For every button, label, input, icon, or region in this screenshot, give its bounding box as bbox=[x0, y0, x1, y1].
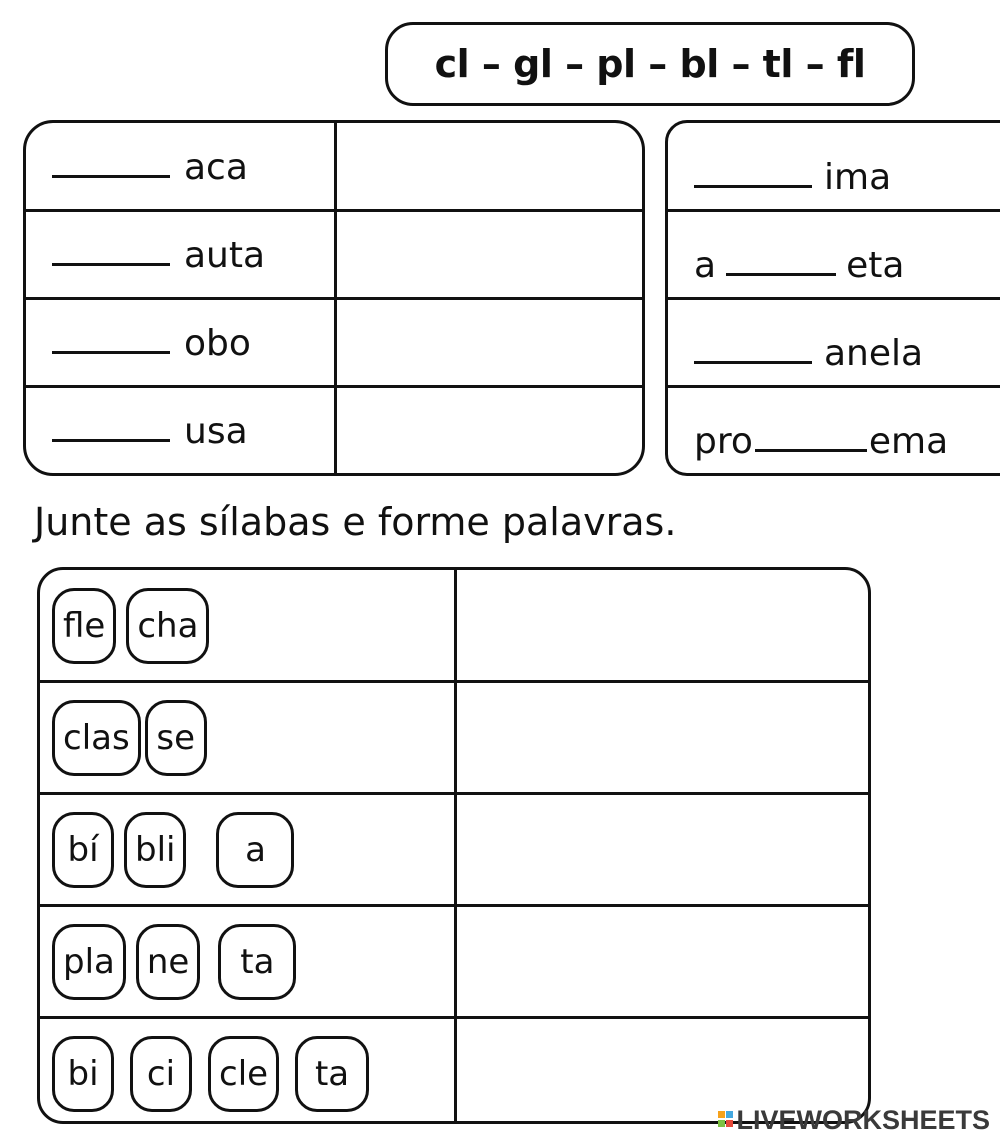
syllable-group bbox=[52, 682, 217, 793]
word-completion bbox=[52, 299, 251, 387]
liveworksheets-watermark bbox=[718, 1104, 990, 1136]
word-ending: obo bbox=[184, 322, 251, 364]
word-completion bbox=[52, 211, 265, 299]
syllable-group bbox=[52, 906, 306, 1017]
blank-line[interactable] bbox=[52, 245, 170, 266]
word-completion bbox=[694, 397, 948, 476]
syllable-chip: fle bbox=[52, 588, 116, 664]
word-ending: auta bbox=[184, 234, 266, 276]
table-row bbox=[26, 299, 642, 387]
liveworksheets-logo-icon bbox=[718, 1109, 734, 1131]
syllable-group bbox=[52, 794, 304, 905]
syllable-chip: bi bbox=[52, 1036, 114, 1112]
word-ending: usa bbox=[184, 410, 248, 452]
table-row bbox=[40, 570, 868, 681]
blank-line[interactable] bbox=[755, 431, 867, 452]
syllable-chip: ta bbox=[218, 924, 296, 1000]
watermark-text: LIVEWORKSHEETS bbox=[736, 1104, 990, 1135]
syllable-group bbox=[52, 570, 219, 681]
answer-cell[interactable] bbox=[457, 570, 871, 680]
syllable-chip: clas bbox=[52, 700, 141, 776]
letter-clusters-text: cl – gl – pl – bl – tl – fl bbox=[434, 42, 866, 86]
word-beginning: a bbox=[694, 244, 717, 286]
blank-line[interactable] bbox=[52, 333, 170, 354]
blank-line[interactable] bbox=[694, 167, 812, 188]
syllable-table bbox=[37, 567, 871, 1124]
word-ending: ima bbox=[824, 156, 892, 198]
syllable-chip: cle bbox=[208, 1036, 279, 1112]
answer-cell[interactable] bbox=[457, 682, 871, 792]
word-ending: aca bbox=[184, 146, 248, 188]
word-completion bbox=[52, 123, 248, 211]
syllable-chip: se bbox=[145, 700, 207, 776]
blank-line[interactable] bbox=[726, 255, 836, 276]
word-completion bbox=[694, 133, 891, 221]
word-completion bbox=[52, 387, 248, 475]
answer-cell[interactable] bbox=[457, 906, 871, 1016]
blank-line[interactable] bbox=[52, 421, 170, 442]
blank-line[interactable] bbox=[694, 343, 812, 364]
syllable-chip: bli bbox=[124, 812, 186, 888]
word-ending: eta bbox=[846, 244, 905, 286]
syllable-chip: ta bbox=[295, 1036, 369, 1112]
syllable-chip: ne bbox=[136, 924, 200, 1000]
table-row bbox=[40, 794, 868, 905]
syllable-chip: cha bbox=[126, 588, 209, 664]
completion-table-left bbox=[23, 120, 645, 476]
instruction-text: Junte as sílabas e forme palavras. bbox=[34, 500, 677, 544]
table-row bbox=[26, 123, 642, 211]
table-row bbox=[40, 906, 868, 1017]
blank-line[interactable] bbox=[52, 157, 170, 178]
answer-cell[interactable] bbox=[457, 794, 871, 904]
word-ending: ema bbox=[868, 420, 949, 462]
table-row bbox=[26, 211, 642, 299]
syllable-chip: ci bbox=[130, 1036, 192, 1112]
syllable-chip: a bbox=[216, 812, 294, 888]
word-completion bbox=[694, 221, 904, 309]
completion-table-right bbox=[665, 120, 1000, 476]
table-row bbox=[26, 387, 642, 475]
word-completion bbox=[694, 309, 923, 397]
word-ending: anela bbox=[824, 332, 924, 374]
word-beginning: pro bbox=[694, 420, 753, 462]
syllable-group bbox=[52, 1018, 379, 1124]
letter-clusters-box bbox=[385, 22, 915, 106]
syllable-chip: pla bbox=[52, 924, 126, 1000]
table-row bbox=[40, 682, 868, 793]
syllable-chip: bí bbox=[52, 812, 114, 888]
